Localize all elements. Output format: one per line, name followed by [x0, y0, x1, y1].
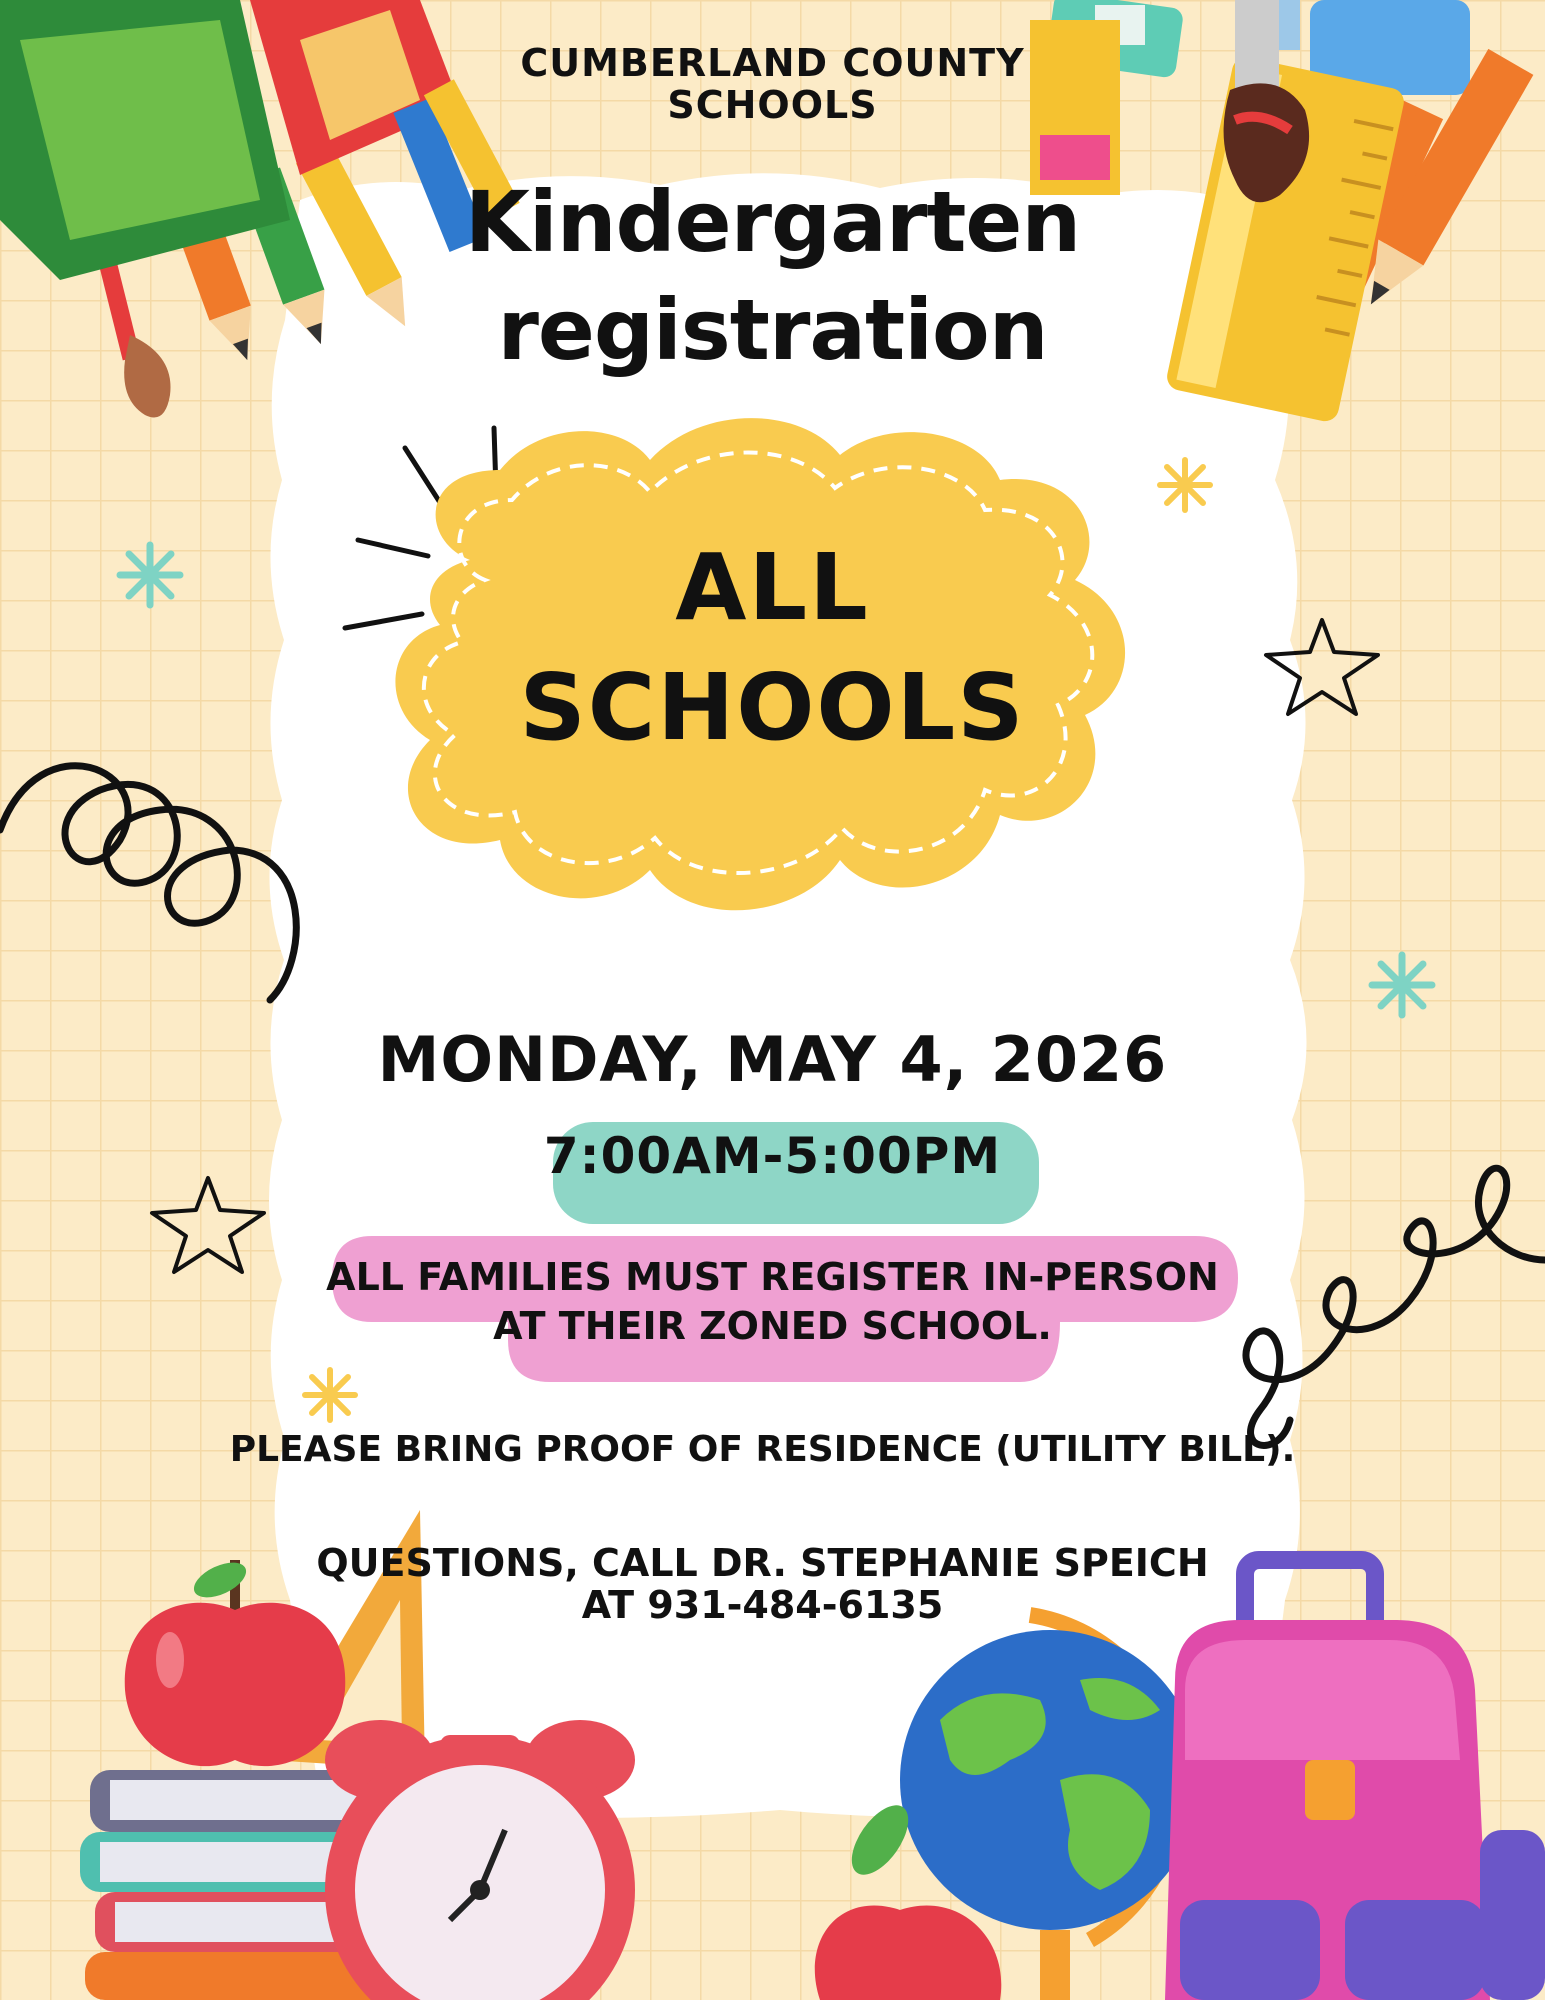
sparkle-icon: [1372, 955, 1432, 1015]
cloud-heading-line-2: SCHOOLS: [519, 654, 1026, 761]
organization-line-2: SCHOOLS: [667, 83, 878, 127]
title-line-2: registration: [497, 281, 1048, 379]
contact-info: [0, 1542, 1535, 1626]
organization-line-1: CUMBERLAND COUNTY: [520, 41, 1025, 85]
organization-name: [0, 42, 1545, 126]
families-notice-line-2: AT THEIR ZONED SCHOOL.: [493, 1304, 1052, 1348]
sparkle-icon: [305, 1370, 355, 1420]
alarm-clock-icon: [325, 1720, 635, 2000]
contact-line-2: AT 931-484-6135: [581, 1583, 944, 1627]
cloud-heading: [0, 528, 1545, 768]
cloud-heading-line-1: ALL: [675, 534, 870, 641]
event-date: MONDAY, MAY 4, 2026: [377, 1023, 1168, 1096]
residence-note: PLEASE BRING PROOF OF RESIDENCE (UTILITY BILL).: [229, 1429, 1296, 1470]
event-hours: 7:00AM-5:00PM: [543, 1127, 1002, 1185]
families-notice: [0, 1253, 1545, 1351]
title-line-1: Kindergarten: [464, 173, 1081, 271]
sparkle-icon: [1160, 460, 1210, 510]
families-notice-line-1: ALL FAMILIES MUST REGISTER IN-PERSON: [326, 1255, 1219, 1299]
contact-line-1: QUESTIONS, CALL DR. STEPHANIE SPEICH: [316, 1541, 1209, 1585]
page-title: [0, 168, 1545, 384]
